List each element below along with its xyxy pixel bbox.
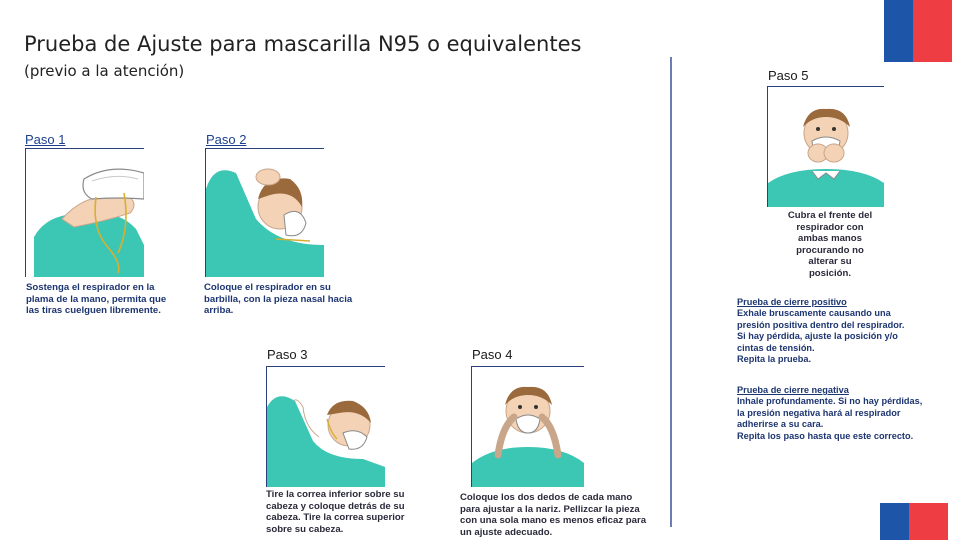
step-3-illustration [266, 366, 385, 487]
flag-bottom-logo [880, 503, 948, 540]
step-3-label: Paso 3 [267, 347, 308, 362]
step-2-label: Paso 2 [206, 132, 247, 147]
step-1-illustration [25, 148, 144, 277]
step-5-label: Paso 5 [768, 68, 809, 83]
step-5-caption: Cubra el frente del respirador con ambas manos procurando no alterar su posición. [787, 210, 873, 279]
step-3-caption: Tire la correa inferior sobre su cabeza y coloque detrás de su cabeza. Tire la correa superior sobre su cabeza. [266, 489, 405, 535]
step-1-label: Paso 1 [25, 132, 66, 147]
positive-seal-check: Prueba de cierre positivo Exhale bruscamente causando una presión positiva dentro del respirador. Si hay pérdida, ajuste la posición y/o cintas de tensión. Repita la prueba. [737, 297, 942, 365]
step-5-illustration [767, 86, 884, 207]
negative-seal-heading: Prueba de cierre negativa [737, 385, 849, 395]
step-1-caption: Sostenga el respirador en la plama de la mano, permita que las tiras cuelguen libremente. [26, 282, 167, 317]
negative-seal-check: Prueba de cierre negativa Inhale profundamente. Si no hay pérdidas, la presión negativa hará al respirador adherirse a su cara. Repita los paso hasta que este correcto. [737, 385, 942, 442]
positive-seal-heading: Prueba de cierre positivo [737, 297, 847, 307]
step-4-illustration [471, 366, 584, 487]
divider-line [670, 57, 672, 527]
step-4-label: Paso 4 [472, 347, 513, 362]
flag-top-logo [884, 0, 952, 66]
page-title: Prueba de Ajuste para mascarilla N95 o equivalentes [24, 32, 582, 56]
step-2-caption: Coloque el respirador en su barbilla, con la pieza nasal hacia arriba. [204, 282, 353, 317]
page-subtitle: (previo a la atención) [24, 62, 185, 80]
step-4-caption: Coloque los dos dedos de cada mano para ajustar a la nariz. Pellizcar la pieza con una sola mano es menos eficaz para un ajuste adecuado. [460, 492, 647, 538]
step-2-illustration [205, 148, 324, 277]
